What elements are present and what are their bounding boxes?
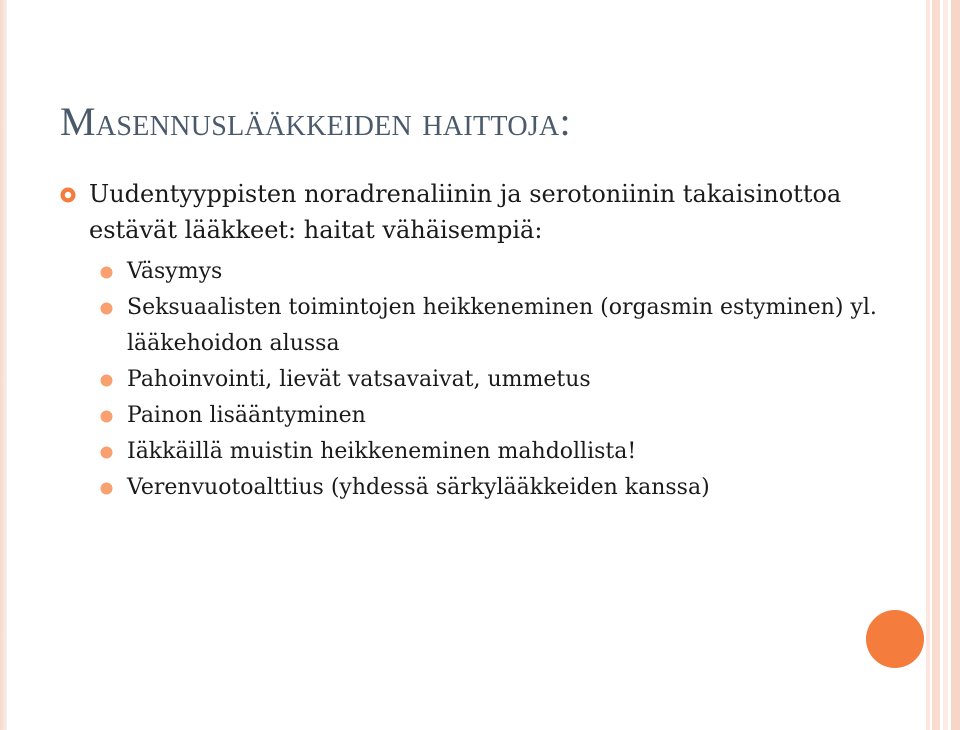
circle-bullet-icon [100, 482, 113, 495]
list-item [60, 470, 880, 506]
list-item-text: Seksuaalisten toimintojen heikkeneminen (orgasmin estyminen) yl. lääkehoidon alussa [127, 295, 877, 356]
list-item [60, 290, 880, 362]
decorative-orange-circle [866, 610, 924, 668]
right-decorative-stripes [926, 0, 960, 730]
list-item-text: Väsymys [127, 259, 223, 284]
main-bullet [60, 176, 880, 248]
circle-bullet-icon [100, 410, 113, 423]
list-item [60, 362, 880, 398]
circle-bullet-icon [100, 266, 113, 279]
left-decorative-stripe [0, 0, 7, 730]
circle-bullet-icon [100, 446, 113, 459]
list-item-text: Verenvuotoalttius (yhdessä särkylääkkeiden kanssa) [127, 475, 710, 500]
circle-bullet-icon [100, 302, 113, 315]
gear-bullet-icon [60, 187, 76, 203]
list-item [60, 254, 880, 290]
main-bullet-text: Uudentyyppisten noradrenaliinin ja serotoniinin takaisinottoa estävät lääkkeet: haitat vähäisempiä: [89, 180, 842, 244]
list-item-text: Pahoinvointi, lievät vatsavaivat, ummetus [127, 367, 591, 392]
sub-bullet-list [60, 254, 880, 506]
circle-bullet-icon [100, 374, 113, 387]
bullet-list [60, 176, 880, 506]
list-item-text: Iäkkäillä muistin heikkeneminen mahdollista! [127, 439, 637, 464]
list-item [60, 398, 880, 434]
list-item-text: Painon lisääntyminen [127, 403, 366, 428]
list-item [60, 434, 880, 470]
slide-title: Masennuslääkkeiden haittoja: [60, 99, 571, 144]
